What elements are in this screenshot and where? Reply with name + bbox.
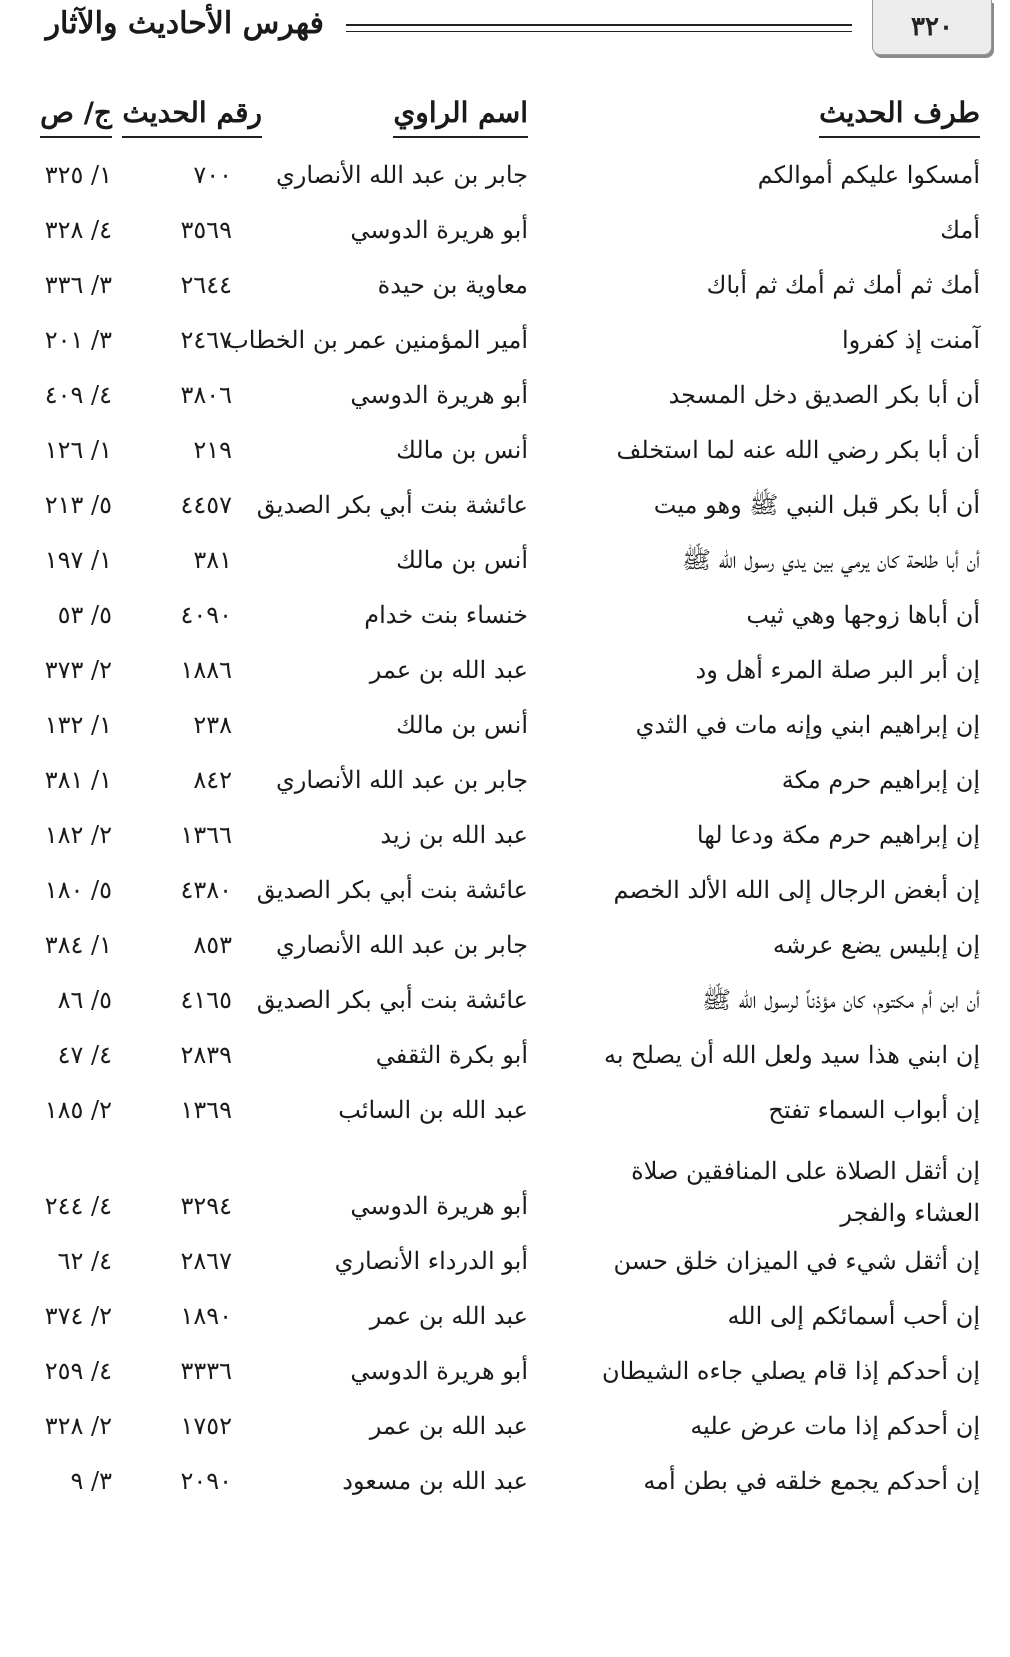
table-row — [0, 1344, 1010, 1399]
volume-page-ref: ٢/ ٣٢٨ — [44, 1412, 112, 1440]
volume-page-ref: ٣/ ٩ — [70, 1467, 112, 1495]
narrator-name: أبو الدرداء الأنصاري — [334, 1247, 528, 1275]
volume-page-ref: ٢/ ٣٧٣ — [44, 656, 112, 684]
hadith-text: إن أثقل الصلاة على المنافقين صلاة العشاء والفجر — [631, 1157, 980, 1227]
volume-page-ref: ٤/ ٢٥٩ — [44, 1357, 112, 1385]
table-row — [0, 588, 1010, 643]
hadith-number: ٨٤٢ — [193, 766, 232, 794]
volume-page-ref: ٢/ ٣٧٤ — [44, 1302, 112, 1330]
hadith-number: ١٨٩٠ — [180, 1302, 232, 1330]
volume-page-ref: ٥/ ٢١٣ — [44, 491, 112, 519]
volume-page-ref: ٢/ ١٨٢ — [44, 821, 112, 849]
volume-page-ref: ١/ ٣٨١ — [44, 766, 112, 794]
narrator-name: عبد الله بن السائب — [338, 1096, 528, 1124]
volume-page-ref: ١/ ١٩٧ — [44, 546, 112, 574]
header-divider — [346, 24, 852, 32]
table-row — [0, 258, 1010, 313]
table-row — [0, 1138, 1010, 1234]
hadith-text: آمنت إذ كفروا — [841, 326, 980, 354]
table-row — [0, 313, 1010, 368]
narrator-name: أنس بن مالك — [396, 546, 528, 574]
narrator-name: عبد الله بن زيد — [380, 821, 528, 849]
column-header-narrator: اسم الراوي — [393, 96, 528, 138]
table-row — [0, 368, 1010, 423]
hadith-text: إن أبغض الرجال إلى الله الألد الخصم — [613, 876, 980, 904]
table-row — [0, 1289, 1010, 1344]
hadith-number: ٢٤٦٧ — [180, 326, 232, 354]
hadith-text: أن أبا طلحة كان يرمي بين يدي رسول الله ﷺ — [682, 546, 980, 574]
narrator-name: أنس بن مالك — [396, 711, 528, 739]
table-row — [0, 1028, 1010, 1083]
narrator-name: أبو بكرة الثقفي — [375, 1041, 528, 1069]
volume-page-ref: ٥/ ٥٣ — [57, 601, 112, 629]
table-row — [0, 423, 1010, 478]
table-row — [0, 478, 1010, 533]
narrator-name: أبو هريرة الدوسي — [350, 1192, 528, 1220]
narrator-name: معاوية بن حيدة — [377, 271, 528, 299]
column-header-number: رقم الحديث — [122, 96, 262, 138]
narrator-name: عائشة بنت أبي بكر الصديق — [256, 986, 528, 1014]
hadith-text: إن أثقل شيء في الميزان خلق حسن — [613, 1247, 980, 1275]
hadith-text: إن إبراهيم ابني وإنه مات في الثدي — [635, 711, 980, 739]
narrator-name: أبو هريرة الدوسي — [350, 1357, 528, 1385]
volume-page-ref: ٣/ ٣٣٦ — [44, 271, 112, 299]
hadith-text: إن أحب أسمائكم إلى الله — [727, 1302, 980, 1330]
page-number-badge — [872, 0, 992, 55]
narrator-name: أبو هريرة الدوسي — [350, 381, 528, 409]
table-row — [0, 918, 1010, 973]
volume-page-ref: ٥/ ١٨٠ — [44, 876, 112, 904]
hadith-number: ٣٣٣٦ — [180, 1357, 232, 1385]
narrator-name: عبد الله بن مسعود — [342, 1467, 528, 1495]
volume-page-ref: ٤/ ٦٢ — [57, 1247, 112, 1275]
hadith-number: ١٣٦٦ — [180, 821, 232, 849]
table-row — [0, 148, 1010, 203]
volume-page-ref: ٤/ ٤٧ — [57, 1041, 112, 1069]
table-row — [0, 863, 1010, 918]
volume-page-ref: ٣/ ٢٠١ — [44, 326, 112, 354]
volume-page-ref: ٥/ ٨٦ — [57, 986, 112, 1014]
hadith-number: ٤١٦٥ — [180, 986, 232, 1014]
table-row — [0, 1399, 1010, 1454]
volume-page-ref: ١/ ٣٢٥ — [44, 161, 112, 189]
narrator-name: جابر بن عبد الله الأنصاري — [275, 766, 528, 794]
narrator-name: أبو هريرة الدوسي — [350, 216, 528, 244]
page-header — [0, 0, 1010, 70]
table-row — [0, 1083, 1010, 1138]
narrator-name: خنساء بنت خدام — [364, 601, 528, 629]
table-row — [0, 1454, 1010, 1509]
hadith-number: ٢١٩ — [193, 436, 232, 464]
hadith-text: أمسكوا عليكم أموالكم — [757, 161, 980, 189]
hadith-number: ٤٠٩٠ — [180, 601, 232, 629]
table-row — [0, 753, 1010, 808]
hadith-number: ٢٠٩٠ — [180, 1467, 232, 1495]
table-row — [0, 203, 1010, 258]
hadith-number: ٧٠٠ — [193, 161, 232, 189]
hadith-text: إن أحدكم إذا مات عرض عليه — [690, 1412, 980, 1440]
hadith-text: إن أبواب السماء تفتح — [768, 1096, 980, 1124]
hadith-text: أن أبا بكر رضي الله عنه لما استخلف — [616, 436, 980, 464]
hadith-text: إن أحدكم يجمع خلقه في بطن أمه — [643, 1467, 980, 1495]
narrator-name: عائشة بنت أبي بكر الصديق — [256, 876, 528, 904]
hadith-text: إن أبر البر صلة المرء أهل ود — [695, 656, 980, 684]
narrator-name: عبد الله بن عمر — [369, 656, 528, 684]
hadith-number: ٤٣٨٠ — [180, 876, 232, 904]
narrator-name: أمير المؤمنين عمر بن الخطاب — [226, 326, 528, 354]
hadith-text: إن إبراهيم حرم مكة — [781, 766, 980, 794]
hadith-number: ٢٨٣٩ — [180, 1041, 232, 1069]
narrator-name: أنس بن مالك — [396, 436, 528, 464]
hadith-number: ٤٤٥٧ — [180, 491, 232, 519]
volume-page-ref: ٤/ ٤٠٩ — [44, 381, 112, 409]
hadith-number: ٢٣٨ — [193, 711, 232, 739]
table-row — [0, 808, 1010, 863]
volume-page-ref: ٤/ ٣٢٨ — [44, 216, 112, 244]
table-row — [0, 698, 1010, 753]
table-row — [0, 643, 1010, 698]
narrator-name: عبد الله بن عمر — [369, 1302, 528, 1330]
volume-page-ref: ٢/ ١٨٥ — [44, 1096, 112, 1124]
hadith-number: ١٧٥٢ — [180, 1412, 232, 1440]
volume-page-ref: ١/ ١٣٢ — [44, 711, 112, 739]
hadith-text: إن إبراهيم حرم مكة ودعا لها — [696, 821, 980, 849]
narrator-name: جابر بن عبد الله الأنصاري — [275, 931, 528, 959]
page-number: ٣٢٠ — [911, 12, 953, 42]
hadith-text: أن أباها زوجها وهي ثيب — [746, 601, 980, 629]
table-body — [0, 148, 1010, 1509]
hadith-number: ٢٦٤٤ — [180, 271, 232, 299]
hadith-number: ٣٢٩٤ — [180, 1192, 232, 1220]
table-row — [0, 973, 1010, 1028]
hadith-number: ١٨٨٦ — [180, 656, 232, 684]
page-title: فهرس الأحاديث والآثار — [45, 6, 324, 41]
hadith-text: إن إبليس يضع عرشه — [772, 931, 980, 959]
hadith-number: ١٣٦٩ — [180, 1096, 232, 1124]
column-header-hadith: طرف الحديث — [819, 96, 980, 138]
hadith-text: أمك ثم أمك ثم أمك ثم أباك — [706, 271, 980, 299]
hadith-text: إن أحدكم إذا قام يصلي جاءه الشيطان — [602, 1357, 980, 1385]
hadith-text: أن أبا بكر قبل النبي ﷺ وهو ميت — [653, 491, 980, 519]
hadith-number: ٢٨٦٧ — [180, 1247, 232, 1275]
hadith-number: ٣٥٦٩ — [180, 216, 232, 244]
hadith-text: إن ابني هذا سيد ولعل الله أن يصلح به — [603, 1041, 980, 1069]
hadith-text: أمك — [940, 216, 980, 244]
table-row — [0, 533, 1010, 588]
volume-page-ref: ٤/ ٢٤٤ — [44, 1192, 112, 1220]
table-row — [0, 1234, 1010, 1289]
hadith-number: ٨٥٣ — [193, 931, 232, 959]
table-header — [0, 88, 1010, 148]
narrator-name: عبد الله بن عمر — [369, 1412, 528, 1440]
volume-page-ref: ١/ ١٢٦ — [44, 436, 112, 464]
hadith-text: أن ابن أم مكتوم، كان مؤذناً لرسول الله ﷺ — [701, 986, 980, 1014]
column-header-volume-page: ج/ ص — [40, 96, 112, 138]
hadith-text: أن أبا بكر الصديق دخل المسجد — [668, 381, 980, 409]
hadith-number: ٣٨١ — [193, 546, 232, 574]
volume-page-ref: ١/ ٣٨٤ — [44, 931, 112, 959]
narrator-name: جابر بن عبد الله الأنصاري — [275, 161, 528, 189]
narrator-name: عائشة بنت أبي بكر الصديق — [256, 491, 528, 519]
hadith-number: ٣٨٠٦ — [180, 381, 232, 409]
